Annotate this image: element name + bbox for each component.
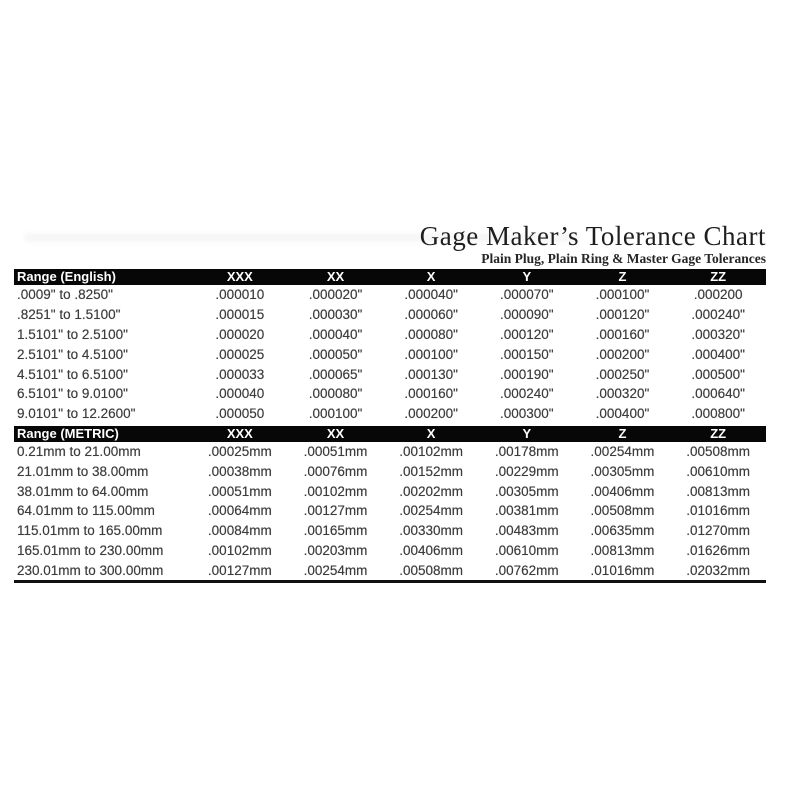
range-cell: 21.01mm to 38.00mm xyxy=(17,463,149,479)
tolerance-cell: .000120" xyxy=(500,326,554,342)
tolerance-cell: .000150" xyxy=(500,346,554,362)
table-row xyxy=(14,325,766,345)
tolerance-cell: .00084mm xyxy=(207,523,272,539)
tolerance-cell: .00381mm xyxy=(494,503,559,519)
header-row xyxy=(14,269,766,285)
tolerance-cell: .00813mm xyxy=(590,542,655,558)
tolerance-cell: .000020 xyxy=(215,326,265,342)
table-row xyxy=(14,461,766,481)
tolerance-cell: .000160" xyxy=(595,326,650,342)
range-cell: 230.01mm to 300.00mm xyxy=(14,560,192,581)
class-header-cell: X xyxy=(383,269,479,285)
range-header-cell: Range (METRIC) xyxy=(14,426,192,442)
class-header-cell: XXX xyxy=(192,269,288,285)
tolerance-cell: .000050" xyxy=(308,346,363,362)
tolerance-cell: .00025mm xyxy=(207,443,272,459)
tolerance-cell: .000070" xyxy=(500,287,554,303)
tolerance-cell: .00152mm xyxy=(399,463,464,479)
page-subtitle: Plain Plug, Plain Ring & Master Gage Tolerances xyxy=(481,251,766,266)
metric-tolerance-table xyxy=(14,426,766,584)
table-row xyxy=(14,442,766,462)
range-cell: 1.5101" to 2.5100" xyxy=(17,326,128,342)
tolerance-cell: .02032mm xyxy=(670,560,766,581)
tolerance-cell: .00508mm xyxy=(686,443,751,459)
table-row xyxy=(14,404,766,424)
tolerance-cell: .00305mm xyxy=(494,483,559,499)
range-header-cell: Range (English) xyxy=(14,269,192,285)
range-cell: 2.5101" to 4.5100" xyxy=(17,346,128,362)
tolerance-cell: .000300" xyxy=(500,406,554,422)
tolerance-cell: .000200" xyxy=(595,346,650,362)
tolerance-cell: .000320" xyxy=(595,386,650,402)
english-tolerance-table xyxy=(14,269,766,424)
tolerance-cell: .00051mm xyxy=(207,483,272,499)
tolerance-cell: .000240" xyxy=(691,307,745,323)
tolerance-cell: .000040 xyxy=(215,386,265,402)
chart-content xyxy=(14,222,766,583)
tolerance-cell: .00305mm xyxy=(590,463,655,479)
tolerance-cell: .000800" xyxy=(691,406,745,422)
tolerance-cell: .00165mm xyxy=(303,523,368,539)
tolerance-cell: .00254mm xyxy=(288,560,384,581)
tolerance-cell: .000060" xyxy=(404,307,458,323)
table-row xyxy=(14,305,766,325)
range-cell: 4.5101" to 6.5100" xyxy=(17,366,128,382)
table-row xyxy=(14,521,766,541)
table-row xyxy=(14,364,766,384)
header-row xyxy=(14,426,766,442)
tolerance-cell: .000050 xyxy=(215,406,265,422)
tolerance-cell: .00254mm xyxy=(590,443,655,459)
class-header-cell: Z xyxy=(575,269,671,285)
tolerance-cell: .000080" xyxy=(404,326,458,342)
tolerance-cell: .000400" xyxy=(595,406,650,422)
tolerance-cell: .00178mm xyxy=(494,443,559,459)
tolerance-cell: .000065" xyxy=(308,366,363,382)
tolerance-cell: .000400" xyxy=(691,346,745,362)
class-header-cell: ZZ xyxy=(670,269,766,285)
tolerance-cell: .000200" xyxy=(404,406,458,422)
page-title: Gage Maker’s Tolerance Chart xyxy=(419,221,766,251)
table-row xyxy=(14,481,766,501)
table-row xyxy=(14,344,766,364)
range-cell: 9.0101" to 12.2600" xyxy=(17,406,136,422)
tolerance-cell: .00254mm xyxy=(399,503,464,519)
tolerance-cell: .00127mm xyxy=(303,503,368,519)
tolerance-cell: .000130" xyxy=(404,366,458,382)
table-row xyxy=(14,285,766,305)
tolerance-cell: .000500" xyxy=(691,366,745,382)
tolerance-cell: .00508mm xyxy=(383,560,479,581)
range-cell: 0.21mm to 21.00mm xyxy=(17,443,141,459)
tolerance-cell: .000100" xyxy=(595,287,650,303)
tolerance-cell: .00330mm xyxy=(399,523,464,539)
tolerance-cell: .00508mm xyxy=(590,503,655,519)
tolerance-cell: .000320" xyxy=(691,326,745,342)
class-header-cell: Y xyxy=(479,426,575,442)
tolerance-cell: .00203mm xyxy=(303,542,368,558)
tolerance-cell: .000640" xyxy=(691,386,745,402)
range-cell: 115.01mm to 165.00mm xyxy=(17,523,163,539)
range-cell: 64.01mm to 115.00mm xyxy=(17,503,155,519)
range-cell: 6.5101" to 9.0100" xyxy=(17,386,128,402)
range-cell: .8251" to 1.5100" xyxy=(17,307,121,323)
tolerance-cell: .00813mm xyxy=(686,483,751,499)
class-header-cell: X xyxy=(383,426,479,442)
tolerance-cell: .00635mm xyxy=(590,523,655,539)
tolerance-cell: .000040" xyxy=(308,326,363,342)
table-row xyxy=(14,541,766,561)
tolerance-cell: .000040" xyxy=(404,287,458,303)
class-header-cell: Y xyxy=(479,269,575,285)
table-row xyxy=(14,560,766,581)
class-header-cell: ZZ xyxy=(670,426,766,442)
tolerance-cell: .000240" xyxy=(500,386,554,402)
tolerance-cell: .000015 xyxy=(215,307,265,323)
tolerance-cell: .00229mm xyxy=(494,463,559,479)
tolerance-cell: .01270mm xyxy=(686,523,751,539)
tolerance-cell: .000100" xyxy=(308,406,363,422)
tolerance-cell: .00076mm xyxy=(303,463,368,479)
class-header-cell: XXX xyxy=(192,426,288,442)
tolerance-cell: .01016mm xyxy=(686,503,751,519)
tolerance-cell: .00102mm xyxy=(207,542,272,558)
range-cell: 38.01mm to 64.00mm xyxy=(17,483,149,499)
tolerance-cell: .00202mm xyxy=(399,483,464,499)
tolerance-cell: .00762mm xyxy=(479,560,575,581)
tolerance-cell: .000080" xyxy=(308,386,363,402)
tolerance-cell: .000190" xyxy=(500,366,554,382)
tolerance-cell: .00102mm xyxy=(303,483,368,499)
range-cell: 165.01mm to 230.00mm xyxy=(17,542,164,558)
tolerance-cell: .000030" xyxy=(308,307,363,323)
tolerance-cell: .00406mm xyxy=(590,483,655,499)
tolerance-cell: .00610mm xyxy=(494,542,559,558)
tolerance-cell: .000090" xyxy=(500,307,554,323)
tolerance-cell: .000100" xyxy=(404,346,458,362)
range-cell: .0009" to .8250" xyxy=(17,287,113,303)
tolerance-cell: .01626mm xyxy=(686,542,751,558)
table-row xyxy=(14,501,766,521)
tolerance-cell: .000200 xyxy=(693,287,743,303)
class-header-cell: XX xyxy=(288,426,384,442)
tolerance-cell: .000020" xyxy=(308,287,363,303)
class-header-cell: XX xyxy=(288,269,384,285)
class-header-cell: Z xyxy=(575,426,671,442)
tolerance-cell: .00483mm xyxy=(494,523,559,539)
tolerance-cell: .000160" xyxy=(404,386,458,402)
tolerance-cell: .000250" xyxy=(595,366,650,382)
tolerance-cell: .000010 xyxy=(215,287,265,303)
tolerance-cell: .000033 xyxy=(215,366,265,382)
tolerance-cell: .00102mm xyxy=(399,443,464,459)
tolerance-cell: .00610mm xyxy=(686,463,751,479)
table-row xyxy=(14,384,766,404)
tolerance-cell: .00051mm xyxy=(303,443,368,459)
tolerance-cell: .000120" xyxy=(595,307,650,323)
tolerance-cell: .01016mm xyxy=(575,560,671,581)
tolerance-cell: .00406mm xyxy=(399,542,464,558)
tolerance-cell: .00038mm xyxy=(207,463,272,479)
tolerance-cell: .000025 xyxy=(215,346,265,362)
tolerance-cell: .00127mm xyxy=(192,560,288,581)
tolerance-cell: .00064mm xyxy=(207,503,272,519)
